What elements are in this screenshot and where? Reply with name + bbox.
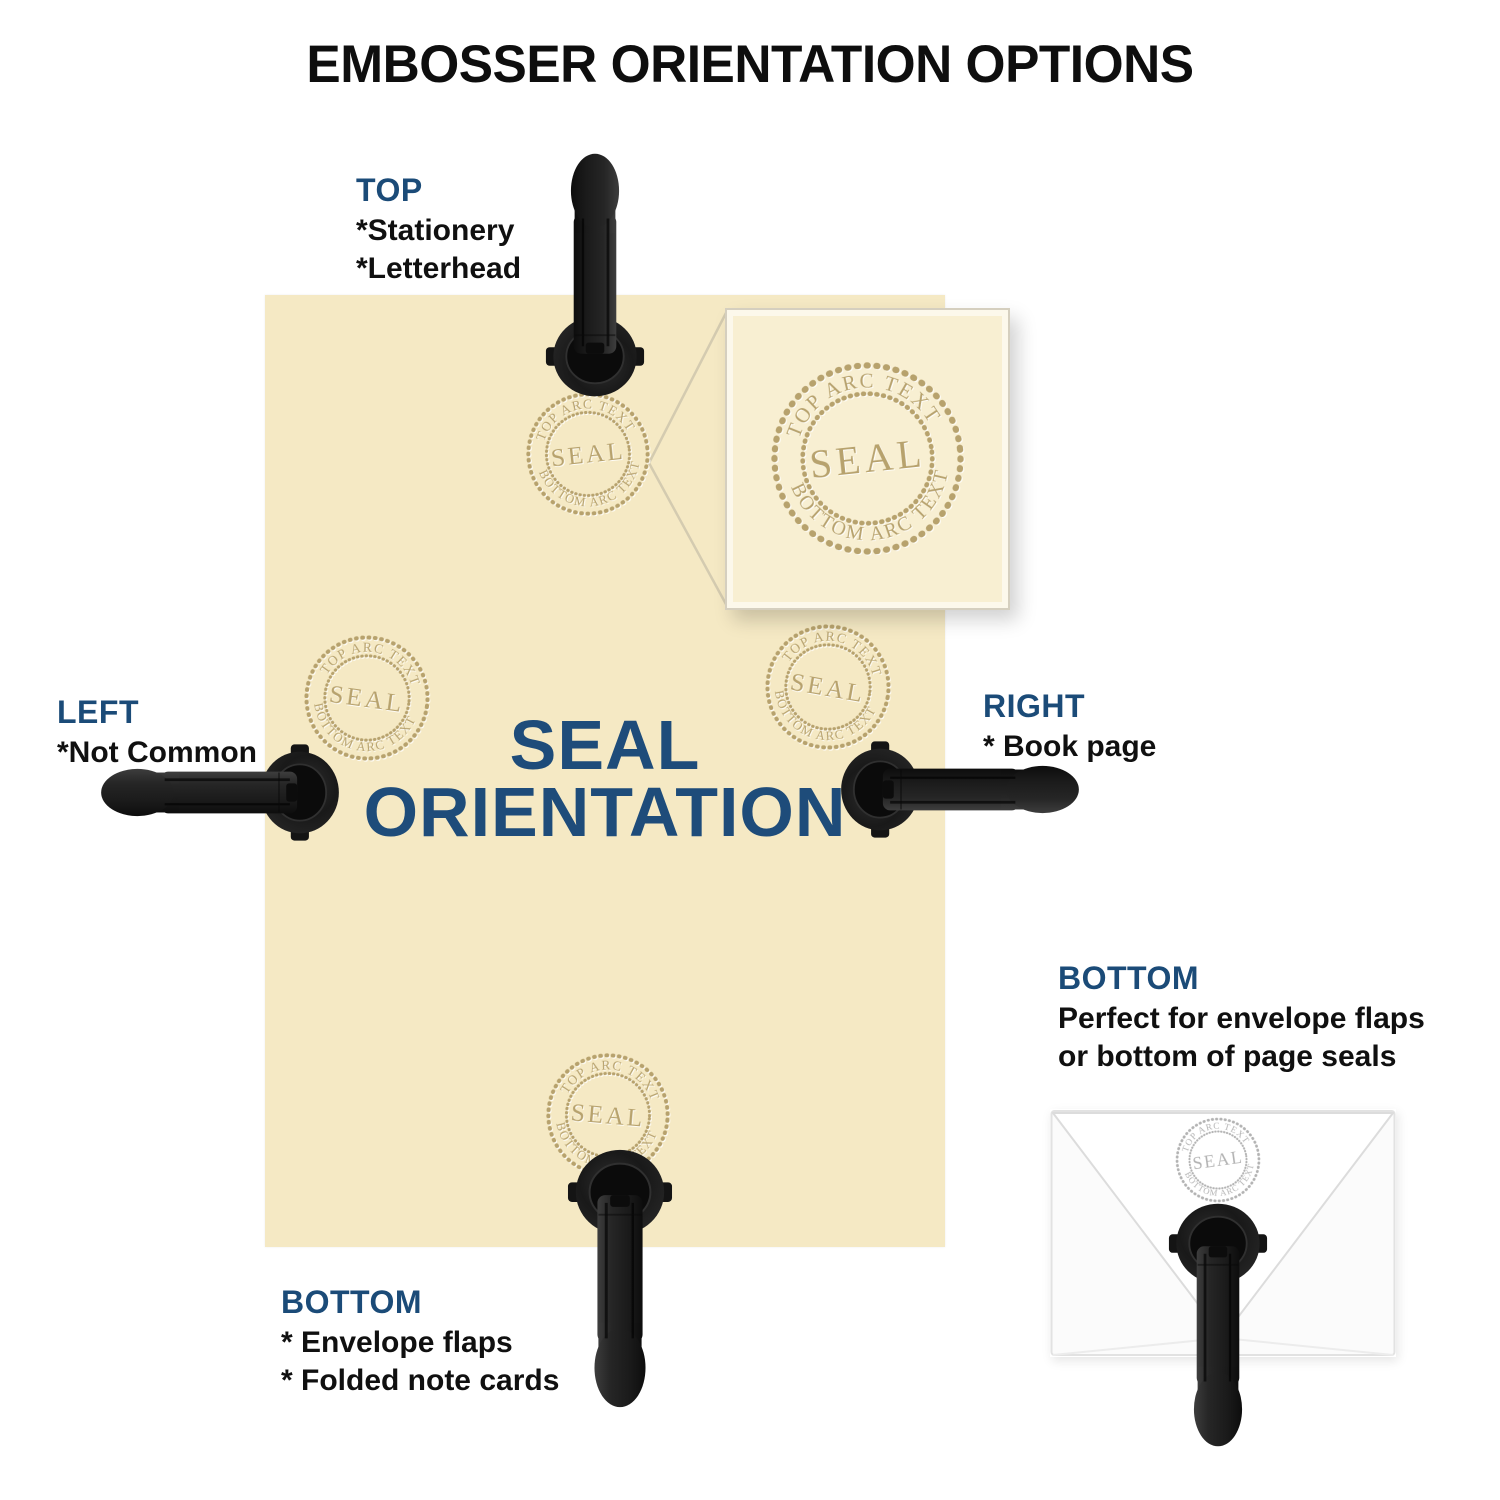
label-block-top [356, 172, 521, 288]
label-block-bottom [281, 1284, 559, 1400]
embosser-top [540, 150, 650, 400]
label-top-line: *Letterhead [356, 252, 522, 286]
seal-impression-envelope [1166, 1108, 1270, 1212]
label-block-bottom-right [1058, 960, 1425, 1076]
label-right-heading: RIGHT [983, 688, 1086, 724]
page-title: EMBOSSER ORIENTATION OPTIONS [306, 35, 1194, 94]
label-left-heading: LEFT [57, 694, 139, 730]
label-bottom-line: * Folded note cards [281, 1364, 560, 1398]
seal-orientation-caption [265, 706, 945, 851]
label-top-line: *Stationery [356, 214, 515, 247]
label-bottom-right-heading: BOTTOM [1058, 960, 1200, 996]
caption-line-2: ORIENTATION [363, 773, 847, 851]
label-bottom-heading: BOTTOM [281, 1284, 423, 1320]
label-top-heading: TOP [356, 172, 423, 208]
embosser-envelope [1163, 1200, 1273, 1450]
label-right-line: * Book page [983, 730, 1157, 763]
label-block-right [983, 688, 1156, 766]
seal-zoom-inset [725, 308, 1010, 610]
seal-impression-inset [753, 344, 983, 574]
caption-line-1: SEAL [509, 706, 701, 784]
label-block-left [57, 694, 257, 772]
label-bottom-right-line: or bottom of page seals [1058, 1040, 1397, 1074]
label-left-line: *Not Common [57, 736, 257, 769]
label-bottom-right-line: Perfect for envelope flaps [1058, 1002, 1425, 1035]
seal-impression-top [514, 380, 661, 527]
embosser-bottom [565, 1146, 675, 1411]
label-bottom-line: * Envelope flaps [281, 1326, 513, 1359]
